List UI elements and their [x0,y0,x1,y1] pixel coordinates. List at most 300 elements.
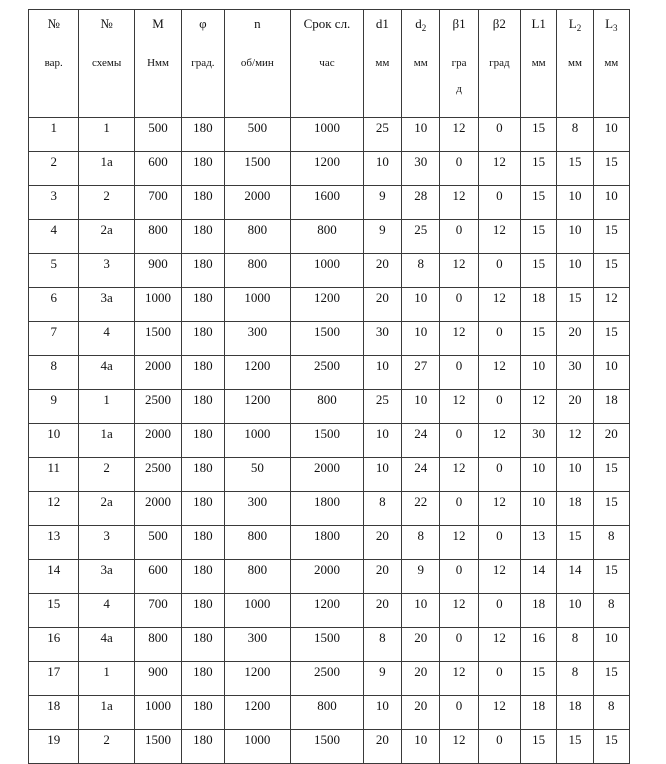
table-cell: 1800 [291,526,364,560]
header-top: № [47,16,60,31]
header-top: M [152,16,164,31]
table-cell: 12 [440,458,478,492]
table-cell: 12 [478,288,520,322]
header-unit: град. [191,57,215,69]
table-row [29,288,630,322]
table-cell: 180 [182,186,224,220]
table-cell: 8 [402,254,440,288]
table-cell: 2000 [224,186,291,220]
table-cell: 15 [557,152,593,186]
header-cell-beta1 [440,10,478,118]
table-cell: 2500 [291,662,364,696]
table-cell: 1 [79,662,134,696]
table-cell: 0 [440,424,478,458]
table-row [29,492,630,526]
table-cell: 900 [134,254,181,288]
table-cell: 180 [182,220,224,254]
table-cell: 15 [593,322,629,356]
header-cell-d2 [402,10,440,118]
table-row [29,662,630,696]
table-row [29,118,630,152]
table-cell: 3а [79,288,134,322]
table-cell: 12 [440,322,478,356]
table-cell: 300 [224,628,291,662]
table-row [29,390,630,424]
table-cell: 800 [224,560,291,594]
header-cell-l2 [557,10,593,118]
header-cell-moment [134,10,181,118]
table-cell: 180 [182,152,224,186]
table-cell: 0 [440,492,478,526]
table-cell: 10 [402,118,440,152]
table-cell: 2000 [134,492,181,526]
table-cell: 4 [29,220,79,254]
table-cell: 700 [134,186,181,220]
header-subscript: 2 [576,23,582,33]
table-cell: 18 [557,492,593,526]
table-cell: 24 [402,424,440,458]
table-cell: 20 [402,662,440,696]
table-cell: 9 [29,390,79,424]
table-cell: 22 [402,492,440,526]
table-cell: 8 [593,696,629,730]
table-cell: 15 [521,220,557,254]
table-cell: 0 [440,628,478,662]
table-cell: 12 [440,390,478,424]
header-top: Срок сл. [303,16,351,31]
header-top: β2 [492,16,506,31]
table-cell: 8 [363,628,401,662]
table-cell: 12 [521,390,557,424]
table-cell: 0 [478,254,520,288]
header-unit: об/мин [240,57,274,69]
table-cell: 10 [593,628,629,662]
table-cell: 20 [363,560,401,594]
header-unit: град [489,57,510,69]
table-cell: 16 [29,628,79,662]
header-unit: вар. [44,57,63,69]
table-cell: 12 [440,594,478,628]
table-cell: 15 [521,662,557,696]
table-cell: 180 [182,560,224,594]
header-top: № [100,16,113,31]
table-cell: 18 [29,696,79,730]
table-cell: 0 [440,220,478,254]
table-cell: 1200 [291,152,364,186]
table-row [29,356,630,390]
header-unit-part: д [456,83,462,95]
table-cell: 3 [79,254,134,288]
table-cell: 15 [593,254,629,288]
table-cell: 2 [79,730,134,764]
table-cell: 0 [440,288,478,322]
table-cell: 8 [402,526,440,560]
table-cell: 15 [593,458,629,492]
table-cell: 18 [593,390,629,424]
table-cell: 300 [224,322,291,356]
table-cell: 10 [402,288,440,322]
table-cell: 9 [363,186,401,220]
table-cell: 0 [478,186,520,220]
header-subscript: 2 [421,23,427,33]
table-row [29,594,630,628]
table-cell: 20 [557,322,593,356]
table-cell: 15 [593,492,629,526]
table-cell: 180 [182,288,224,322]
table-cell: 13 [521,526,557,560]
table-cell: 18 [521,696,557,730]
table-cell: 10 [593,356,629,390]
table-cell: 800 [224,526,291,560]
table-cell: 10 [557,254,593,288]
table-row [29,254,630,288]
table-cell: 1а [79,424,134,458]
table-cell: 1800 [291,492,364,526]
table-cell: 0 [478,458,520,492]
table-cell: 30 [557,356,593,390]
table-cell: 12 [440,118,478,152]
table-cell: 0 [478,322,520,356]
table-cell: 180 [182,662,224,696]
table-cell: 180 [182,594,224,628]
table-cell: 180 [182,730,224,764]
table-cell: 14 [557,560,593,594]
table-cell: 1500 [291,322,364,356]
table-cell: 2500 [291,356,364,390]
header-top: n [254,16,261,31]
table-cell: 12 [557,424,593,458]
table-cell: 8 [557,662,593,696]
table-cell: 30 [521,424,557,458]
table-cell: 28 [402,186,440,220]
table-cell: 1200 [224,696,291,730]
table-cell: 12 [440,254,478,288]
table-cell: 0 [440,356,478,390]
header-base: L [568,16,577,31]
table-cell: 10 [557,594,593,628]
table-cell: 10 [363,696,401,730]
table-cell: 1200 [224,356,291,390]
table-cell: 5 [29,254,79,288]
table-cell: 10 [402,390,440,424]
header-cell-l1 [521,10,557,118]
table-cell: 30 [363,322,401,356]
table-cell: 10 [402,730,440,764]
table-cell: 10 [29,424,79,458]
table-cell: 15 [521,118,557,152]
table-cell: 0 [440,560,478,594]
table-row [29,322,630,356]
table-cell: 11 [29,458,79,492]
table-cell: 25 [402,220,440,254]
table-cell: 20 [593,424,629,458]
table-cell: 4а [79,356,134,390]
table-cell: 10 [363,424,401,458]
table-cell: 8 [557,628,593,662]
table-cell: 1000 [224,288,291,322]
table-cell: 0 [478,526,520,560]
header-cell-angle [182,10,224,118]
table-cell: 800 [224,220,291,254]
table-cell: 500 [224,118,291,152]
table-cell: 1200 [224,390,291,424]
table-cell: 1600 [291,186,364,220]
table-cell: 19 [29,730,79,764]
table-cell: 8 [29,356,79,390]
table-cell: 15 [593,152,629,186]
table-cell: 20 [402,696,440,730]
table-cell: 10 [593,186,629,220]
table-row [29,424,630,458]
table-cell: 18 [521,594,557,628]
table-cell: 500 [134,526,181,560]
table-cell: 10 [363,356,401,390]
table-cell: 600 [134,560,181,594]
table-row [29,696,630,730]
table-cell: 2 [29,152,79,186]
header-row [29,10,630,118]
table-cell: 15 [521,730,557,764]
table-cell: 800 [291,390,364,424]
table-cell: 20 [363,730,401,764]
table-cell: 1а [79,696,134,730]
table-cell: 20 [402,628,440,662]
table-cell: 180 [182,424,224,458]
table-cell: 8 [593,594,629,628]
table-cell: 9 [402,560,440,594]
table-cell: 180 [182,696,224,730]
table-cell: 2000 [291,560,364,594]
table-cell: 15 [557,526,593,560]
table-cell: 15 [521,152,557,186]
table-row [29,628,630,662]
table-cell: 2000 [134,356,181,390]
table-cell: 1200 [224,662,291,696]
header-cell-variant [29,10,79,118]
table-cell: 2000 [134,424,181,458]
table-cell: 8 [363,492,401,526]
header-top [402,16,439,36]
variants-table [28,9,630,764]
table-cell: 800 [134,628,181,662]
table-cell: 25 [363,390,401,424]
table-cell: 10 [521,458,557,492]
table-cell: 1000 [224,594,291,628]
table-cell: 24 [402,458,440,492]
table-cell: 10 [363,458,401,492]
table-cell: 10 [402,322,440,356]
table-cell: 180 [182,322,224,356]
header-base: d [415,16,422,31]
table-cell: 180 [182,356,224,390]
table-cell: 2000 [291,458,364,492]
header-unit: час [319,57,335,69]
table-cell: 15 [521,322,557,356]
table-cell: 16 [521,628,557,662]
table-cell: 800 [291,220,364,254]
table-cell: 20 [557,390,593,424]
table-cell: 15 [593,560,629,594]
table-cell: 15 [557,730,593,764]
table-cell: 20 [363,288,401,322]
table-cell: 7 [29,322,79,356]
table-cell: 0 [478,390,520,424]
table-cell: 14 [521,560,557,594]
table-cell: 4а [79,628,134,662]
table-cell: 12 [478,220,520,254]
table-cell: 1200 [291,288,364,322]
table-cell: 1500 [134,730,181,764]
table-cell: 9 [363,662,401,696]
table-row [29,730,630,764]
table-cell: 12 [440,186,478,220]
table-cell: 1500 [224,152,291,186]
table-cell: 2500 [134,458,181,492]
table-cell: 3 [79,526,134,560]
table-row [29,526,630,560]
table-cell: 1500 [291,628,364,662]
table-cell: 15 [593,662,629,696]
header-top: φ [199,16,207,31]
table-cell: 1000 [134,288,181,322]
table-cell: 12 [478,424,520,458]
table-cell: 10 [593,118,629,152]
table-cell: 13 [29,526,79,560]
header-unit: мм [568,57,582,69]
table-cell: 0 [478,662,520,696]
header-cell-beta2 [478,10,520,118]
table-cell: 0 [478,594,520,628]
table-cell: 15 [593,730,629,764]
table-cell: 3 [29,186,79,220]
table-cell: 0 [440,696,478,730]
header-cell-speed [224,10,291,118]
table-cell: 50 [224,458,291,492]
table-cell: 12 [593,288,629,322]
header-cell-d1 [363,10,401,118]
table-cell: 800 [224,254,291,288]
table-cell: 10 [557,220,593,254]
table-cell: 0 [478,118,520,152]
header-unit: мм [604,57,619,69]
table-cell: 1500 [291,424,364,458]
table-cell: 10 [557,458,593,492]
header-unit: Нмм [147,57,169,69]
table-cell: 300 [224,492,291,526]
table-cell: 12 [478,560,520,594]
header-top [594,16,629,36]
header-top [557,16,592,36]
table-row [29,220,630,254]
table-cell: 10 [521,356,557,390]
table-cell: 10 [363,152,401,186]
table-cell: 9 [363,220,401,254]
table-row [29,560,630,594]
table-cell: 12 [440,730,478,764]
table-cell: 800 [134,220,181,254]
header-cell-scheme [79,10,134,118]
table-cell: 180 [182,254,224,288]
table-cell: 4 [79,322,134,356]
table-cell: 600 [134,152,181,186]
table-cell: 15 [521,254,557,288]
table-cell: 4 [79,594,134,628]
table-cell: 15 [557,288,593,322]
table-cell: 2 [79,186,134,220]
table-cell: 1000 [224,730,291,764]
table-cell: 3а [79,560,134,594]
table-cell: 1а [79,152,134,186]
table-cell: 2500 [134,390,181,424]
table-cell: 12 [478,492,520,526]
header-base: L [605,16,614,31]
table-cell: 20 [363,254,401,288]
table-cell: 1 [79,390,134,424]
table-cell: 14 [29,560,79,594]
header-unit: мм [413,57,428,69]
table-cell: 30 [402,152,440,186]
table-cell: 15 [29,594,79,628]
table-cell: 18 [521,288,557,322]
table-cell: 15 [521,186,557,220]
table-cell: 800 [291,696,364,730]
table-cell: 6 [29,288,79,322]
header-top: β1 [452,16,466,31]
table-cell: 12 [440,526,478,560]
table-cell: 0 [440,152,478,186]
table-cell: 20 [363,594,401,628]
table-cell: 10 [402,594,440,628]
table-cell: 1 [29,118,79,152]
table-cell: 1000 [291,254,364,288]
table-cell: 2а [79,492,134,526]
table-cell: 12 [440,662,478,696]
table-cell: 0 [478,730,520,764]
table-row [29,186,630,220]
table-cell: 10 [521,492,557,526]
table-cell: 180 [182,390,224,424]
table-cell: 8 [593,526,629,560]
header-cell-l3 [593,10,629,118]
table-cell: 2а [79,220,134,254]
table-cell: 180 [182,628,224,662]
header-unit: мм [531,57,546,69]
table-cell: 900 [134,662,181,696]
table-cell: 500 [134,118,181,152]
table-row [29,152,630,186]
table-cell: 25 [363,118,401,152]
header-cell-service-life [291,10,364,118]
header-unit: схемы [92,57,122,69]
table-cell: 1000 [224,424,291,458]
table-cell: 12 [29,492,79,526]
table-cell: 1500 [291,730,364,764]
table-cell: 1000 [291,118,364,152]
header-unit-part: гра [451,57,467,69]
table-cell: 27 [402,356,440,390]
table-cell: 1500 [134,322,181,356]
table-cell: 8 [557,118,593,152]
table-cell: 20 [363,526,401,560]
table-cell: 180 [182,492,224,526]
table-cell: 700 [134,594,181,628]
header-unit [440,50,477,102]
table-cell: 12 [478,628,520,662]
table-cell: 1000 [134,696,181,730]
table-cell: 12 [478,356,520,390]
header-top: L1 [531,16,546,31]
table-cell: 2 [79,458,134,492]
